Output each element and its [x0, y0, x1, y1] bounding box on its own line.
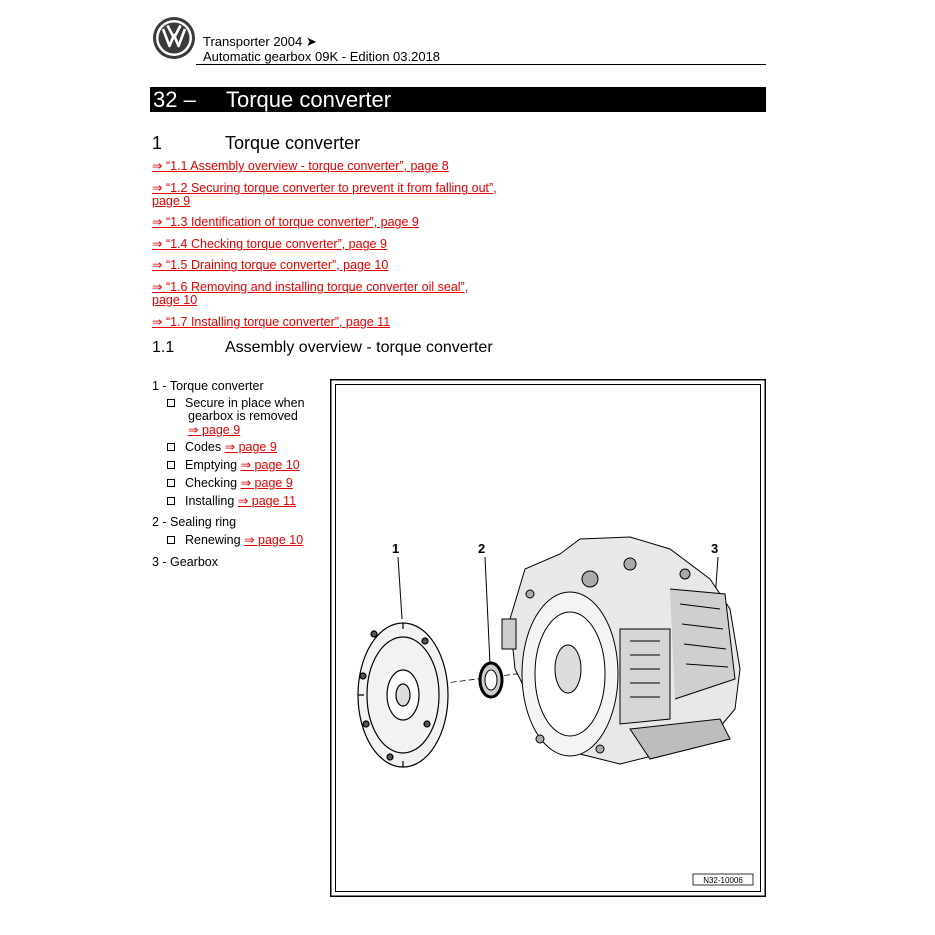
legend-sub-checking: Checking ⇒ page 9 — [167, 477, 293, 491]
checkbox-bullet-icon — [167, 536, 175, 544]
legend-ref-checking[interactable]: ⇒ page 9 — [240, 476, 293, 490]
chapter-title-bar — [150, 87, 766, 112]
figure-id: N32-10006 — [703, 876, 743, 885]
callout-1: 1 — [392, 541, 400, 556]
subsection-number: 1.1 — [152, 339, 175, 356]
torque-converter-drawing — [358, 623, 448, 767]
link-assembly-overview[interactable]: ⇒ “1.1 Assembly overview - torque converter”, page 8 — [152, 159, 449, 173]
link-installing[interactable]: ⇒ “1.7 Installing torque converter”, page 11 — [152, 315, 391, 329]
legend-ref-emptying[interactable]: ⇒ page 10 — [240, 458, 300, 472]
header-vehicle: Transporter 2004 ➤ — [203, 34, 317, 49]
checkbox-bullet-icon — [167, 479, 175, 487]
link-oil-seal[interactable]: ⇒ “1.6 Removing and installing torque converter oil seal”, page 10 — [152, 280, 469, 307]
subsection-title: Assembly overview - torque converter — [225, 339, 493, 356]
legend-sub-emptying: Emptying ⇒ page 10 — [167, 459, 300, 473]
legend-ref-codes[interactable]: ⇒ page 9 — [224, 440, 277, 454]
callout-3: 3 — [711, 541, 719, 556]
checkbox-bullet-icon — [167, 443, 175, 451]
legend-ref-installing[interactable]: ⇒ page 11 — [237, 494, 297, 508]
checkbox-bullet-icon — [167, 497, 175, 505]
legend-item-2: 2 - Sealing ring — [152, 515, 237, 529]
legend-sub-secure: Secure in place when — [167, 397, 305, 411]
link-securing-converter[interactable]: ⇒ “1.2 Securing torque converter to prevent it from falling out”, page 9 — [152, 181, 497, 208]
section-number: 1 — [152, 133, 163, 153]
legend-item-3: 3 - Gearbox — [152, 555, 219, 569]
checkbox-bullet-icon — [167, 461, 175, 469]
header-manual-title: Automatic gearbox 09K - Edition 03.2018 — [203, 49, 441, 64]
chapter-title: Torque converter — [226, 87, 392, 112]
link-draining[interactable]: ⇒ “1.5 Draining torque converter”, page 10 — [152, 258, 389, 272]
link-identification[interactable]: ⇒ “1.3 Identification of torque converter”, page 9 — [152, 215, 419, 229]
checkbox-bullet-icon — [167, 399, 175, 407]
header-divider — [196, 64, 766, 65]
legend-sub-renewing: Renewing ⇒ page 10 — [167, 534, 303, 548]
legend-ref-secure[interactable]: ⇒ page 9 — [188, 423, 241, 437]
legend-sub-installing: Installing ⇒ page 11 — [167, 495, 296, 509]
legend-item-1: 1 - Torque converter — [152, 379, 264, 393]
callout-2: 2 — [478, 541, 486, 556]
sealing-ring-drawing — [480, 663, 502, 697]
section-title: Torque converter — [225, 133, 361, 153]
volkswagen-logo — [152, 16, 196, 60]
legend-sub-codes: Codes ⇒ page 9 — [167, 441, 277, 455]
link-checking[interactable]: ⇒ “1.4 Checking torque converter”, page 9 — [152, 237, 387, 251]
legend-sub-secure-line2: gearbox is removed — [188, 409, 298, 423]
legend-ref-renewing[interactable]: ⇒ page 10 — [244, 533, 304, 547]
chapter-number: 32 – — [153, 87, 196, 112]
assembly-figure — [330, 379, 766, 897]
